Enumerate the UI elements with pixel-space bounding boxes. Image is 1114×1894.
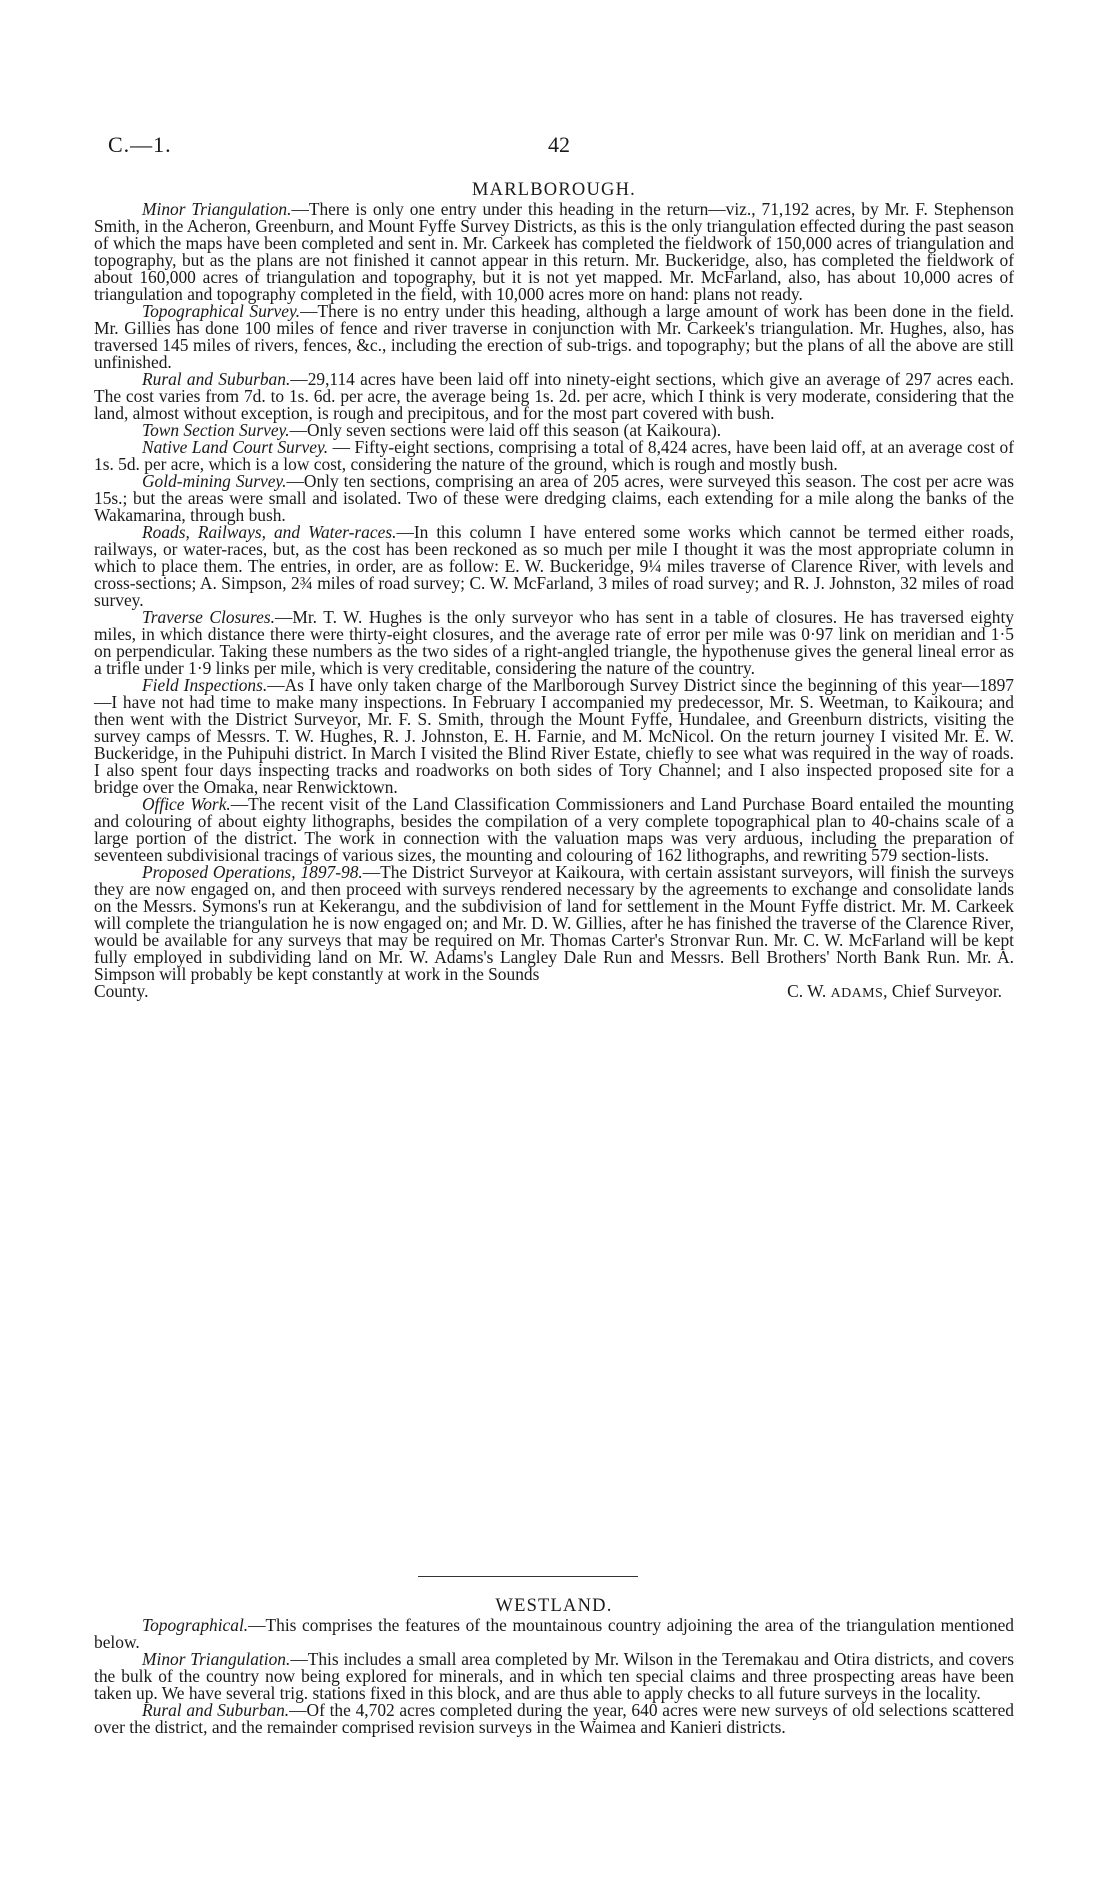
paragraph-westland-rural-suburban — [94, 1702, 1014, 1736]
paragraph-text: —As I have only taken charge of the Marlborough Survey District since the beginning of this year—1897—I have not had time to make many inspections. In February I accompanied my predecessor, Mr. S. Weetman, to Kaikoura; and then went with the District Surveyor, Mr. F. S. Smith, through the Mount Fyffe, Hundalee, and Greenburn districts, visiting the survey camps of Messrs. T. W. Hughes, R. J. Johnston, E. H. Farnie, and M. McNicol. On the return journey I visited Mr. E. W. Buckeridge, in the Puhipuhi district. In March I visited the Blind River Estate, chiefly to see what was required in the way of roads. I also spent four days inspecting tracks and roadworks on both sides of Tory Channel; and I also inspected proposed site for a bridge over the Omaka, near Renwicktown. — [94, 675, 1014, 797]
signature-name: ADAMS — [830, 986, 884, 1001]
paragraph-text: — Fifty-eight sections, comprising a total of 8,424 acres, have been laid off, at an average cost of 1s. 5d. per acre, which is a low cost, considering the nature of the ground, which is rough and mostly bush. — [94, 437, 1014, 474]
paragraph-text: —This comprises the features of the mountainous country adjoining the area of the triangulation mentioned below. — [94, 1615, 1014, 1652]
paragraph-text: —The District Surveyor at Kaikoura, with certain assistant surveyors, will finish the surveys they are now engaged on, and then proceed with surveys rendered necessary by the agreements to exchange and consolidate lands on the Messrs. Symons's run at Kekerangu, and the subdivision of land for settlement in the Mount Fyffe district. Mr. M. Carkeek will complete the triangulation he is now engaged on; and Mr. D. W. Gillies, after he has finished the traverse of the Clarence River, would be available for any surveys that may be required on Mr. Thomas Carter's Stronvar Run. Mr. C. W. McFarland will be kept fully employed in subdividing land on Mr. W. Adams's Langley Dale Run and Messrs. Bell Brothers' North Bank Run. Mr. A. Simpson will probably be kept constantly at work in the Sounds — [94, 862, 1014, 984]
paragraph-text: —In this column I have entered some works which cannot be termed either roads, railways, or water-races, but, as the cost has been reckoned as so much per mile I thought it was the most appropriate column in which to place them. The entries, in order, are as follow: E. W. Buckeridge, 9¼ miles traverse of Clarence River, with levels and cross-sections; A. Simpson, 2¾ miles of road survey; C. W. McFarland, 3 miles of road survey; and R. J. Johnston, 32 miles of road survey. — [94, 522, 1014, 610]
paragraph-lead: Office Work. — [142, 794, 231, 814]
paragraph-office-work — [94, 796, 1014, 864]
paragraph-text: —The recent visit of the Land Classification Commissioners and Land Purchase Board entailed the mounting and colouring of about eighty lithographs, besides the compilation of a very complete topographical plan to 40-chains scale of a large portion of the district. The work in connection with the valuation maps was very arduous, including the preparation of seventeen subdivisional tracings of various sizes, the mounting and colouring of 162 lithographs, and rewriting 579 section-lists. — [94, 794, 1014, 865]
westland-section — [94, 1596, 1014, 1736]
paragraph-lead: Proposed Operations, 1897-98. — [142, 862, 363, 882]
paragraph-text: —29,114 acres have been laid off into ninety-eight sections, which give an average of 297 acres each. The cost varies from 7d. to 1s. 6d. per acre, the average being 1s. 2d. per acre, which I think is very moderate, considering that the land, almost without exception, is rough and precipitous, and for the most part covered with bush. — [94, 369, 1014, 423]
paragraph-lead: Rural and Suburban. — [142, 369, 291, 389]
paragraph-lead: Gold-mining Survey. — [142, 471, 287, 491]
paragraph-text: —This includes a small area completed by Mr. Wilson in the Teremakau and Otira districts, and covers the bulk of the country now being explored for minerals, and in which ten special claims and three prospecting areas have been taken up. We have several trig. stations fixed in this block, and are thus able to apply checks to all future surveys in the locality. — [94, 1649, 1014, 1703]
paragraph-text: —Only seven sections were laid off this season (at Kaikoura). — [289, 420, 722, 440]
paragraph-lead: Minor Triangulation. — [142, 199, 292, 219]
paragraph-lead: Traverse Closures. — [142, 607, 275, 627]
paragraph-text: —Of the 4,702 acres completed during the year, 640 acres were new surveys of old selections scattered over the district, and the remainder comprised revision surveys in the Waimea and Kanieri districts. — [94, 1700, 1014, 1737]
paragraph-minor-triangulation — [94, 201, 1014, 303]
section-heading-marlborough: MARLBOROUGH. — [472, 180, 636, 200]
paragraph-text: —Only ten sections, comprising an area of 205 acres, were surveyed this season. The cost per acre was 15s.; but the areas were small and isolated. Two of these were dredging claims, each extending for a mile along the banks of the Wakamarina, through bush. — [94, 471, 1014, 525]
paragraph-westland-topographical — [94, 1617, 1014, 1651]
document-reference: C.—1. — [108, 132, 172, 157]
paragraph-field-inspections — [94, 677, 1014, 796]
paragraph-text: —There is no entry under this heading, although a large amount of work has been done in the field. Mr. Gillies has done 100 miles of fence and river traverse in conjunction with Mr. Carkeek's triangulation. Mr. Hughes, also, has traversed 145 miles of rivers, fences, &c., including the erection of sub-trigs. and topography; but the plans of all the above are still unfinished. — [94, 301, 1014, 372]
marlborough-section — [94, 180, 1014, 1002]
paragraph-lead: Topographical. — [142, 1615, 249, 1635]
signature-line — [94, 983, 1014, 1002]
paragraph-rural-suburban — [94, 371, 1014, 422]
section-heading-westland: WESTLAND. — [495, 1596, 613, 1616]
paragraph-lead: Field Inspections. — [142, 675, 268, 695]
paragraph-gold-mining — [94, 473, 1014, 524]
paragraph-lead: Town Section Survey. — [142, 420, 290, 440]
paragraph-lead: Minor Triangulation. — [142, 1649, 291, 1669]
paragraph-topographical-survey — [94, 303, 1014, 371]
page-number: 42 — [548, 132, 570, 157]
paragraph-text: —There is only one entry under this heading in the return—viz., 71,192 acres, by Mr. F. Stephenson Smith, in the Acheron, Greenburn, and Mount Fyffe Survey Districts, as this is the only triangulation effected during the past season of which the maps have been completed and sent in. Mr. Carkeek has completed the fieldwork of 150,000 acres of triangulation and topography, but as the plans are not finished it cannot appear in this return. Mr. Buckeridge, also, has completed the fieldwork of about 160,000 acres of triangulation and topography, but it is not yet mapped. Mr. McFarland, also, has about 10,000 acres of triangulation and topography completed in the field, with 10,000 acres more on hand: plans not ready. — [94, 199, 1014, 304]
signature: C. W. ADAMS, Chief Surveyor. — [787, 981, 1002, 1001]
paragraph-traverse-closures — [94, 609, 1014, 677]
paragraph-last-word: County. — [94, 981, 149, 1001]
paragraph-lead: Native Land Court Survey. — [142, 437, 329, 457]
paragraph-lead: Roads, Railways, and Water-races. — [142, 522, 397, 542]
paragraph-roads-railways — [94, 524, 1014, 609]
paragraph-proposed-operations — [94, 864, 1014, 983]
paragraph-lead: Rural and Suburban. — [142, 1700, 290, 1720]
paragraph-native-land-court — [94, 439, 1014, 473]
paragraph-text: —Mr. T. W. Hughes is the only surveyor who has sent in a table of closures. He has traversed eighty miles, in which distance there were thirty-eight closures, and the average rate of error per mile was 0·97 link on meridian and 1·5 on perpendicular. Taking these numbers as the two sides of a right-angled triangle, the hypothenuse gives the general lineal error as a trifle under 1·9 links per mile, which is very creditable, considering the nature of the country. — [94, 607, 1015, 678]
paragraph-westland-minor-triangulation — [94, 1651, 1014, 1702]
paragraph-lead: Topographical Survey. — [142, 301, 301, 321]
section-divider — [418, 1576, 638, 1577]
